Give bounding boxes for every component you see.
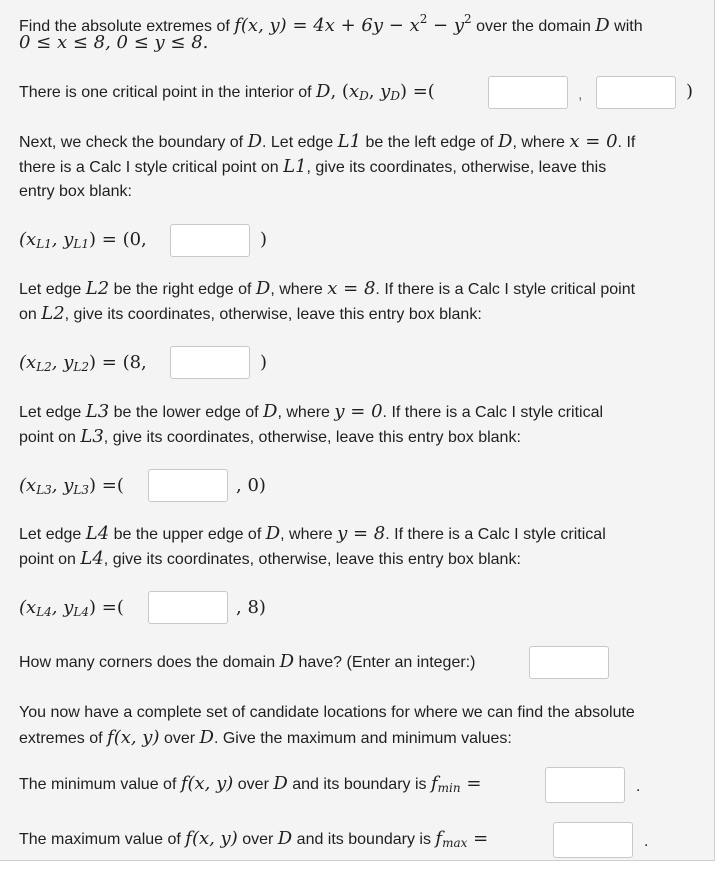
domain-symbol: D (279, 651, 295, 672)
subscript: L4 (36, 605, 52, 619)
l2-line-2 (19, 303, 482, 326)
y-symbol: y (380, 81, 391, 102)
edge-symbol: L3 (80, 426, 104, 447)
f-symbol: f (435, 828, 443, 849)
edge-symbol: L1 (337, 131, 362, 152)
critical-x-input[interactable] (488, 76, 568, 109)
punct: , (368, 81, 381, 102)
corners-input[interactable] (529, 646, 609, 679)
text: You now have a complete set of candidate locations for where we can find the absolute (19, 704, 635, 721)
l3-line-2 (19, 426, 521, 449)
subscript: min (437, 781, 461, 795)
l2-y-input[interactable] (170, 346, 250, 379)
coord-y: , y (51, 597, 74, 618)
l1-coords (19, 229, 147, 255)
subscript: D (390, 89, 400, 103)
text: there is a Calc I style critical point on (19, 159, 284, 176)
text: . Give the maximum and minimum values: (213, 730, 512, 747)
x-symbol: x (348, 81, 360, 102)
edge-condition: x = 0 (569, 131, 618, 152)
punct: , ( (330, 81, 349, 102)
text: have? (Enter an integer:) (294, 654, 476, 671)
period: . (636, 778, 641, 795)
domain-constraints: 0 ≤ x ≤ 8, 0 ≤ y ≤ 8. (19, 32, 209, 53)
equals-sign: = (460, 773, 482, 794)
over-text: over the domain (471, 18, 596, 35)
text: Let edge (19, 404, 86, 421)
text: How many corners does the domain (19, 654, 280, 671)
close-paren: ) (260, 229, 268, 250)
with-text: with (609, 18, 643, 35)
text: Next, we check the boundary of (19, 134, 248, 151)
text: point on (19, 429, 81, 446)
text: Let edge (19, 281, 86, 298)
text: over (233, 776, 274, 793)
separator: , (578, 86, 583, 103)
domain-symbol: D (247, 131, 263, 152)
equals-sign: = (286, 15, 314, 36)
critical-text: There is one critical point in the interior of (19, 84, 317, 101)
coord-x: (x (19, 229, 37, 250)
text: be the left edge of (361, 134, 499, 151)
l3-line-1 (19, 401, 603, 424)
text: . If there is a Calc I style critical (382, 404, 604, 421)
text: The maximum value of (19, 831, 186, 848)
l2-coords (19, 352, 147, 378)
domain-symbol: D (316, 81, 331, 102)
text: Let edge (19, 526, 86, 543)
critical-point-line (19, 81, 435, 107)
text: point on (19, 551, 81, 568)
text: extremes of (19, 730, 108, 747)
subscript: L3 (36, 483, 52, 497)
text: . If there is a Calc I style critical (385, 526, 606, 543)
l1-line-3 (19, 181, 132, 203)
exponent-2: 2 (464, 12, 472, 26)
coord-rhs: ) = (8, (89, 352, 147, 373)
text: and its boundary is (287, 776, 431, 793)
function-name: f(x, y) (107, 727, 160, 748)
edge-symbol: L4 (80, 548, 104, 569)
text: and its boundary is (292, 831, 436, 848)
close-paren: ) (686, 81, 694, 102)
punct: ) =( (399, 81, 435, 102)
coord-rhs: ) = (0, (89, 229, 147, 250)
edge-symbol: L1 (283, 156, 307, 177)
l1-y-input[interactable] (170, 224, 250, 257)
l3-coords (19, 475, 124, 501)
subscript: L3 (73, 483, 90, 497)
coord-x: (x (19, 352, 37, 373)
domain-symbol: D (263, 401, 278, 422)
domain-symbol: D (277, 828, 293, 849)
close-paren: ) (260, 352, 268, 373)
function-name: f(x, y) (234, 15, 287, 36)
function-name: f(x, y) (180, 773, 234, 794)
l3-x-input[interactable] (148, 469, 228, 502)
fmax-input[interactable] (553, 822, 633, 858)
edge-symbol: L2 (85, 278, 110, 299)
l4-line-1 (19, 523, 606, 546)
text: , where (280, 526, 338, 543)
coord-rhs: ) =( (89, 597, 124, 618)
subscript: D (359, 89, 369, 103)
coord-x: (x (19, 475, 37, 496)
text: , give its coordinates, otherwise, leave this (306, 159, 607, 176)
subscript: max (442, 836, 468, 850)
l2-line-1 (19, 278, 635, 301)
intro-line-2 (19, 32, 208, 55)
text: , give its coordinates, otherwise, leave this entry box blank: (103, 429, 521, 446)
summary-line-1 (19, 702, 635, 724)
coord-rhs: ) =( (89, 475, 124, 496)
function-name: f(x, y) (185, 828, 238, 849)
edge-symbol: L3 (85, 401, 110, 422)
coord-tail: , 8) (236, 597, 266, 618)
text: be the lower edge of (109, 404, 264, 421)
domain-symbol: D (255, 278, 271, 299)
l1-line-1 (19, 131, 635, 154)
subscript: L4 (73, 605, 90, 619)
text: be the right edge of (109, 281, 256, 298)
text: , give its coordinates, otherwise, leave this entry box blank: (64, 306, 482, 323)
text: The minimum value of (19, 776, 181, 793)
domain-symbol: D (498, 131, 513, 152)
domain-symbol: D (199, 727, 214, 748)
subscript: L1 (73, 237, 90, 251)
intro-text: Find the absolute extremes of (19, 18, 235, 35)
period: . (644, 833, 649, 850)
domain-symbol: D (265, 523, 281, 544)
l1-line-2 (19, 156, 606, 179)
text: over (237, 831, 278, 848)
text: , where (270, 281, 328, 298)
summary-line-2 (19, 727, 512, 750)
text: on (19, 306, 42, 323)
l4-x-input[interactable] (148, 591, 228, 624)
text: over (159, 730, 200, 747)
fmin-input[interactable] (545, 767, 625, 803)
min-line (19, 773, 481, 799)
function-expression-tail: − y (427, 15, 465, 36)
text: , where (512, 134, 570, 151)
text: , where (277, 404, 335, 421)
text: . If there is a Calc I style critical point (375, 281, 636, 298)
text: . Let edge (262, 134, 338, 151)
domain-symbol: D (273, 773, 288, 794)
f-symbol: f (430, 773, 438, 794)
corners-line (19, 651, 475, 674)
domain-symbol: D (595, 15, 610, 36)
coord-y: , y (51, 229, 74, 250)
coord-y: , y (51, 352, 74, 373)
edge-condition: y = 8 (337, 523, 386, 544)
edge-symbol: L4 (85, 523, 110, 544)
edge-symbol: L2 (41, 303, 65, 324)
coord-x: (x (19, 597, 37, 618)
text: entry box blank: (19, 183, 132, 200)
l4-coords (19, 597, 124, 623)
subscript: L1 (36, 237, 52, 251)
text: be the upper edge of (109, 526, 266, 543)
subscript: L2 (36, 360, 52, 374)
critical-y-input[interactable] (596, 76, 676, 109)
exponent: 2 (419, 12, 428, 26)
coord-tail: , 0) (236, 475, 266, 496)
subscript: L2 (73, 360, 90, 374)
function-expression: 4x + 6y − x (313, 15, 420, 36)
edge-condition: x = 8 (327, 278, 376, 299)
coord-y: , y (51, 475, 74, 496)
equals-sign: = (467, 828, 489, 849)
edge-condition: y = 0 (334, 401, 383, 422)
l4-line-2 (19, 548, 521, 571)
text: , give its coordinates, otherwise, leave this entry box blank: (103, 551, 521, 568)
max-line (19, 828, 488, 854)
text: . If (617, 134, 636, 151)
